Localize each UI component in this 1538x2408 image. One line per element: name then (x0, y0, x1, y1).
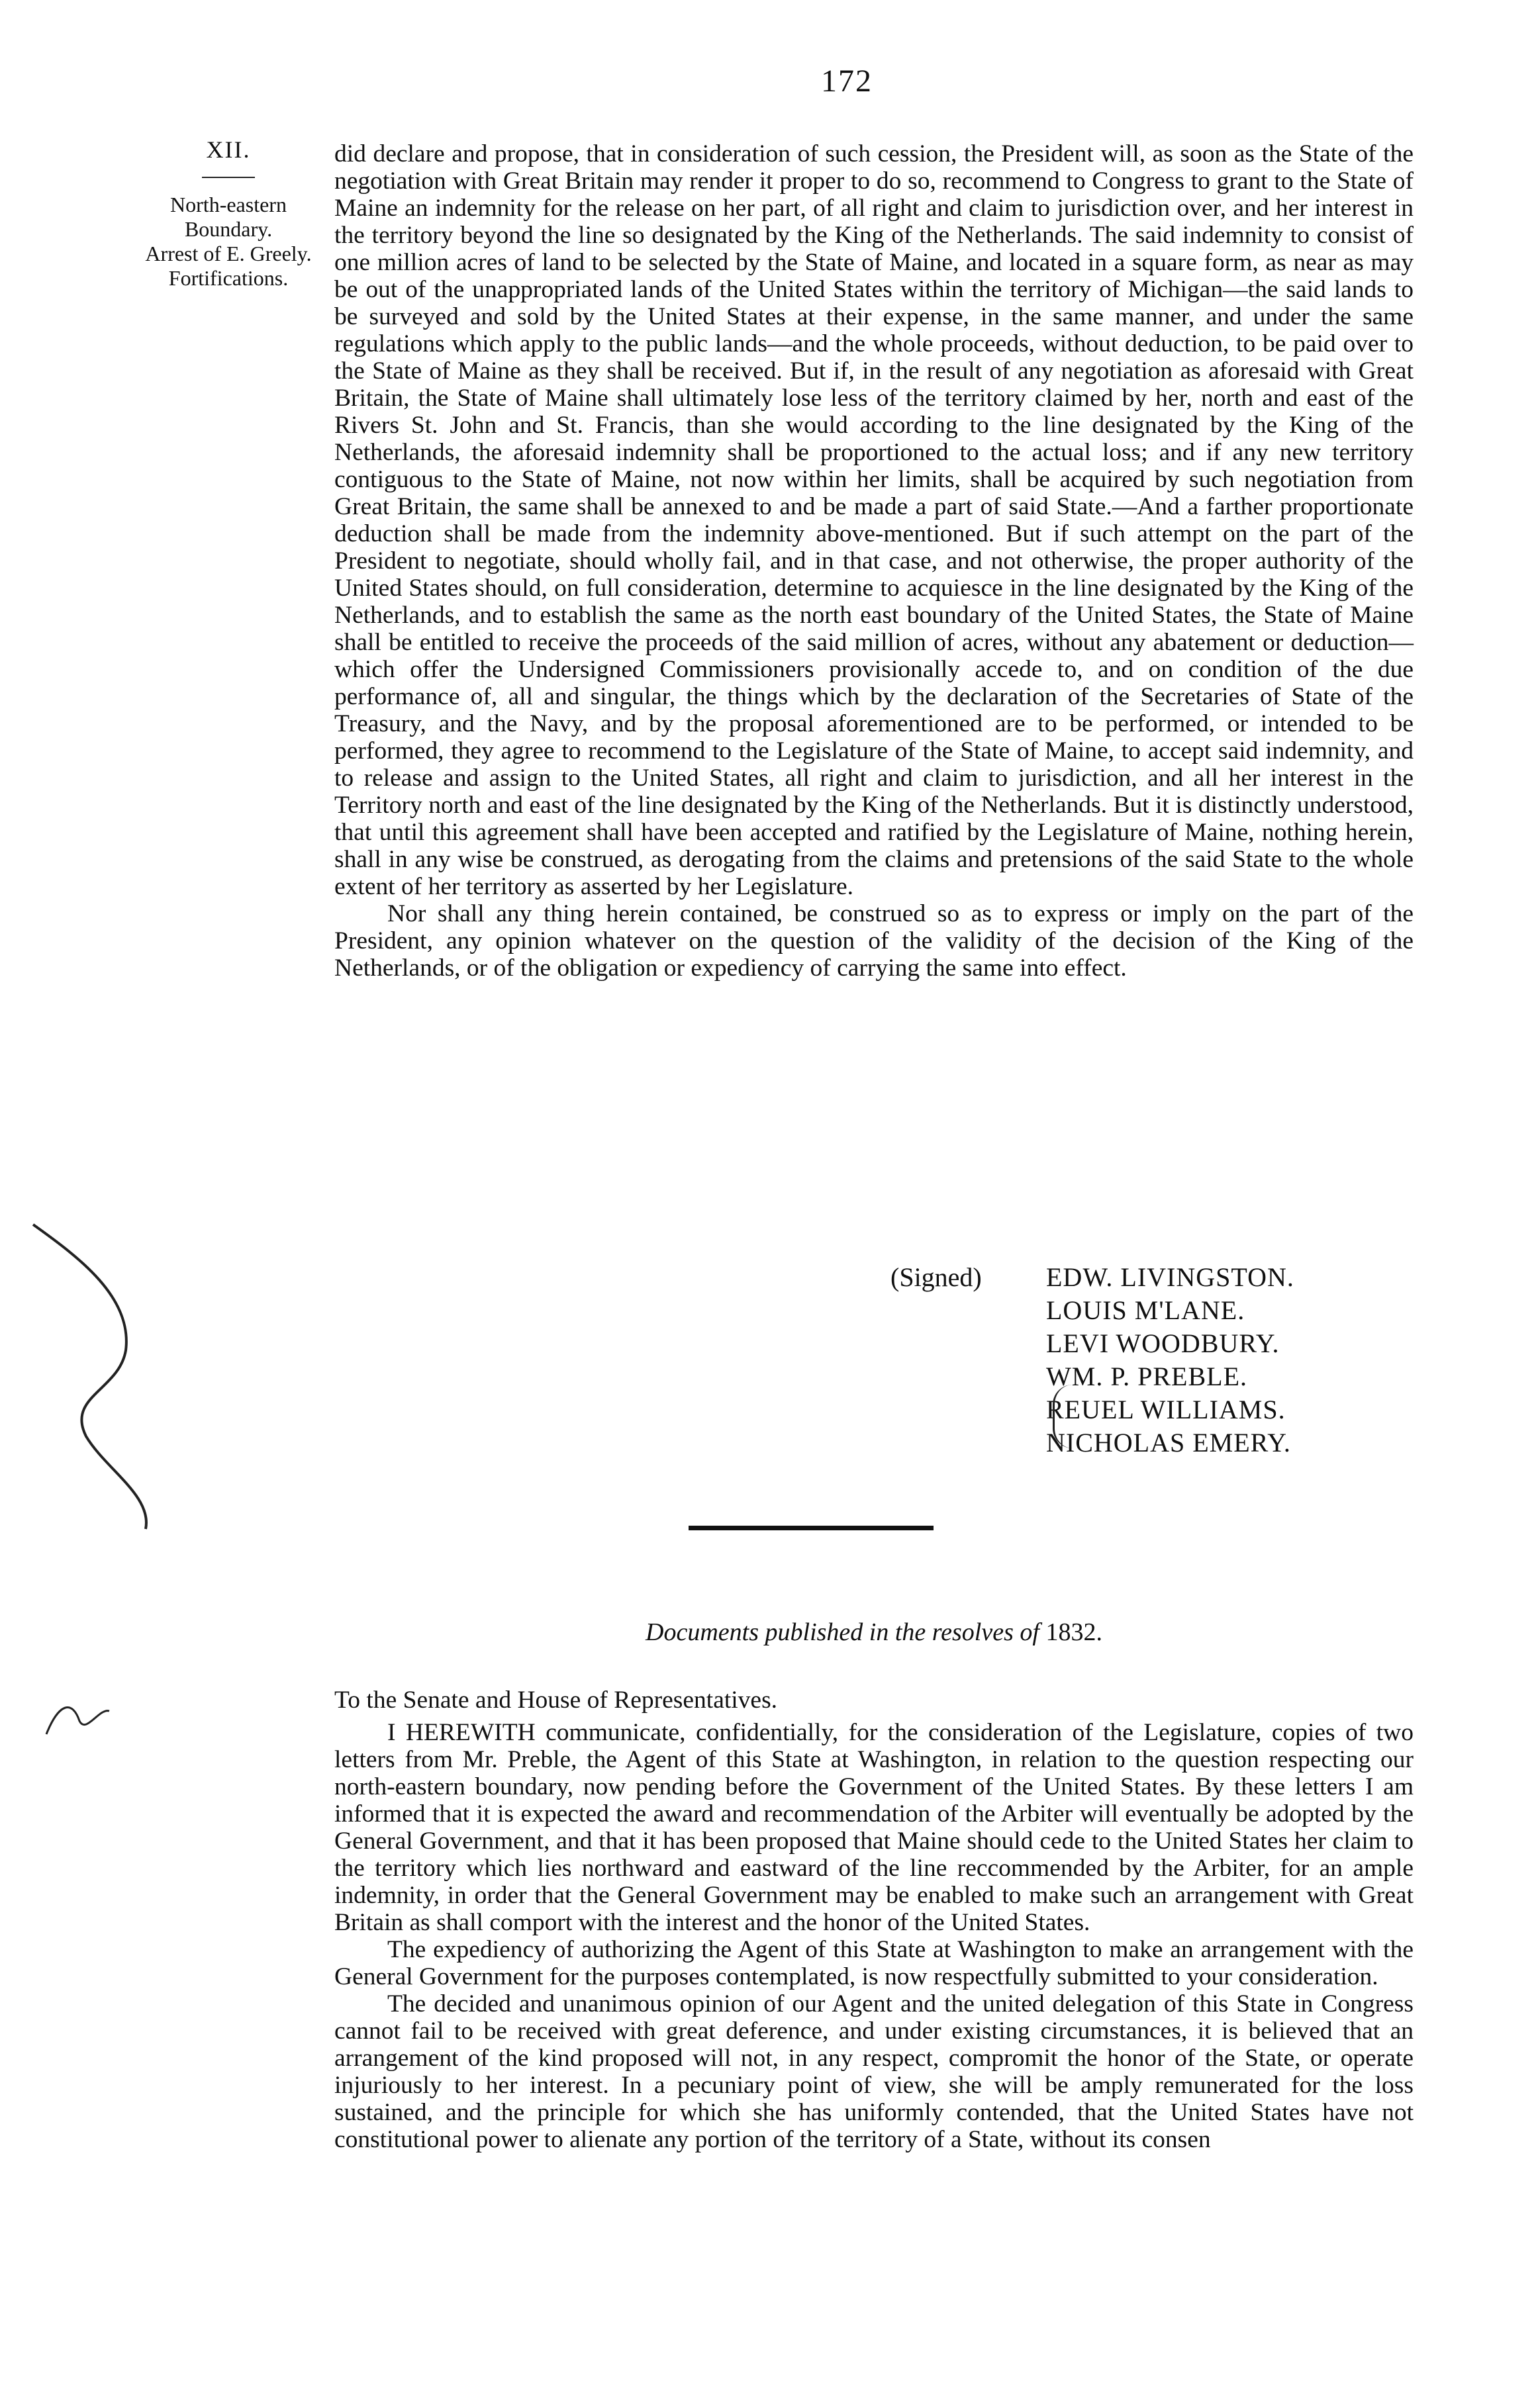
margin-note: North-eastern (170, 193, 287, 216)
paragraph: The expediency of authorizing the Agent of this State at Washington to make an arrangement with the General Government for the purposes contemplated, is now respectfully submitted to your consideration. (334, 1936, 1414, 1990)
documents-heading (609, 1618, 1139, 1647)
heading-text: Documents published in the resolves of (646, 1618, 1039, 1646)
paragraph: did declare and propose, that in consideration of such cession, the President will, as soon as the State of the negotiation with Great Britain may render it proper to do so, recommend to Congress to grant to the State of Maine an indemnity for the release on her part, of all right and claim to jurisdiction over, and her interest in the territory beyond the line so designated by the King of the Netherlands. The said indemnity to consist of one million acres of land to be selected by the State of Maine, and located in a square form, as near as may be out of the unappropriated lands of the United States within the territory of Michigan—the said lands to be surveyed and sold by the United States at their expense, in the same manner, and under the same regulations which apply to the public lands—and the whole proceeds, without deduction, to be paid over to the State of Maine as they shall be received. But if, in the result of any negotiation as aforesaid with Great Britain, the State of Maine shall ultimately lose less of the territory claimed by her, north and east of the Rivers St. John and St. Francis, than she would according to the line designated by the King of the Netherlands, the aforesaid indemnity shall be proportioned to the actual loss; and if any new territory contiguous to the State of Maine, not now within her limits, shall be acquired by such negotiation from Great Britain, the same shall be annexed to and be made a part of said State.—And a farther proportionate deduction shall be made from the indemnity above-mentioned. But if such attempt on the part of the President to negotiate, should wholly fail, and in that case, and not otherwise, the proper authority of the United States should, on full consideration, determine to acquiesce in the line designated by the King of the Netherlands, and to establish the same as the north east boundary of the United States, the State of Maine shall be entitled to receive the proceeds of the said million of acres, without any abatement or deduction—which offer the Undersigned Commissioners provisionally accede to, and on condition of the due performance of, all and singular, the things which by the declaration of the Secretaries of State of the Treasury, and the Navy, and by the proposal aforementioned are to be performed, or intended to be performed, they agree to recommend to the Legislature of the State of Maine, to accept said indemnity, and to release and assign to the United States, all right and claim to jurisdiction, and all her interest in the Territory north and east of the line designated by the King of the Netherlands. But it is distinctly understood, that until this agreement shall have been accepted and ratified by the Legislature of Maine, nothing herein, shall in any wise be construed, as derogating from the claims and pretensions of the said State to the whole extent of her territory as asserted by her Legislature. (334, 140, 1414, 900)
margin-note: Arrest of E. Greely. (145, 242, 312, 265)
signature-block (890, 1261, 1294, 1459)
pen-mark (26, 1218, 159, 1536)
margin-notes (119, 138, 338, 291)
pen-mark (40, 1694, 113, 1741)
paragraph: I HEREWITH communicate, confidentially, for the consideration of the Legislature, copies of two letters from Mr. Preble, the Agent of this State at Washington, in relation to the question respecting our north-eastern boundary, now pending before the Government of the United States. By these letters I am informed that it is expected the award and recommendation of the Arbiter will eventually be adopted by the General Government, and that it has been proposed that Maine should cede to the United States her claim to the territory which lies northward and eastward of the line reccommended by the Arbiter, for an ample indemnity, in order that the General Government may be enabled to make such an arrangement with Great Britain as shall comport with the interest and the honor of the United States. (334, 1719, 1414, 1936)
paragraph: Nor shall any thing herein contained, be construed so as to express or imply on the part of the President, any opinion whatever on the question of the validity of the decision of the King of the Netherlands, or of the obligation or expediency of carrying the same into effect. (334, 900, 1414, 982)
page-number: 172 (821, 64, 873, 99)
signatory-name: LEVI WOODBURY. (1046, 1328, 1280, 1358)
signatory-name: LOUIS M'LANE. (1046, 1295, 1245, 1325)
message-text (334, 1687, 1414, 2153)
address-line: To the Senate and House of Representatives. (334, 1687, 778, 1714)
signature-brace (1053, 1385, 1073, 1448)
signatory-name: EDW. LIVINGSTON. (1046, 1262, 1294, 1292)
paragraph: The decided and unanimous opinion of our Agent and the united delegation of this State in Congress cannot fail to be received with great deference, and under existing circumstances, it is believed that an arrangement of the kind proposed will not, in any respect, compromit the honor of the State, or operate injuriously to her interest. In a pecuniary point of view, she will be amply remunerated for the loss sustained, and the principle for which she has uniformly contended, that the United States have not constitutional power to alienate any portion of the territory of a State, without its consen (334, 1990, 1414, 2153)
section-number: XII. (206, 136, 251, 163)
signatory-name: WM. P. PREBLE. (1046, 1362, 1248, 1391)
section-rule (202, 177, 255, 178)
signatory-name: REUEL WILLIAMS. (1046, 1395, 1286, 1424)
signatory-name: NICHOLAS EMERY. (1046, 1428, 1291, 1458)
heading-year: 1832. (1045, 1618, 1102, 1646)
margin-note: Fortifications. (168, 266, 289, 290)
margin-note: Boundary. (184, 217, 273, 241)
main-text (334, 140, 1414, 982)
section-divider (689, 1526, 934, 1530)
signed-label: (Signed) (890, 1262, 982, 1292)
